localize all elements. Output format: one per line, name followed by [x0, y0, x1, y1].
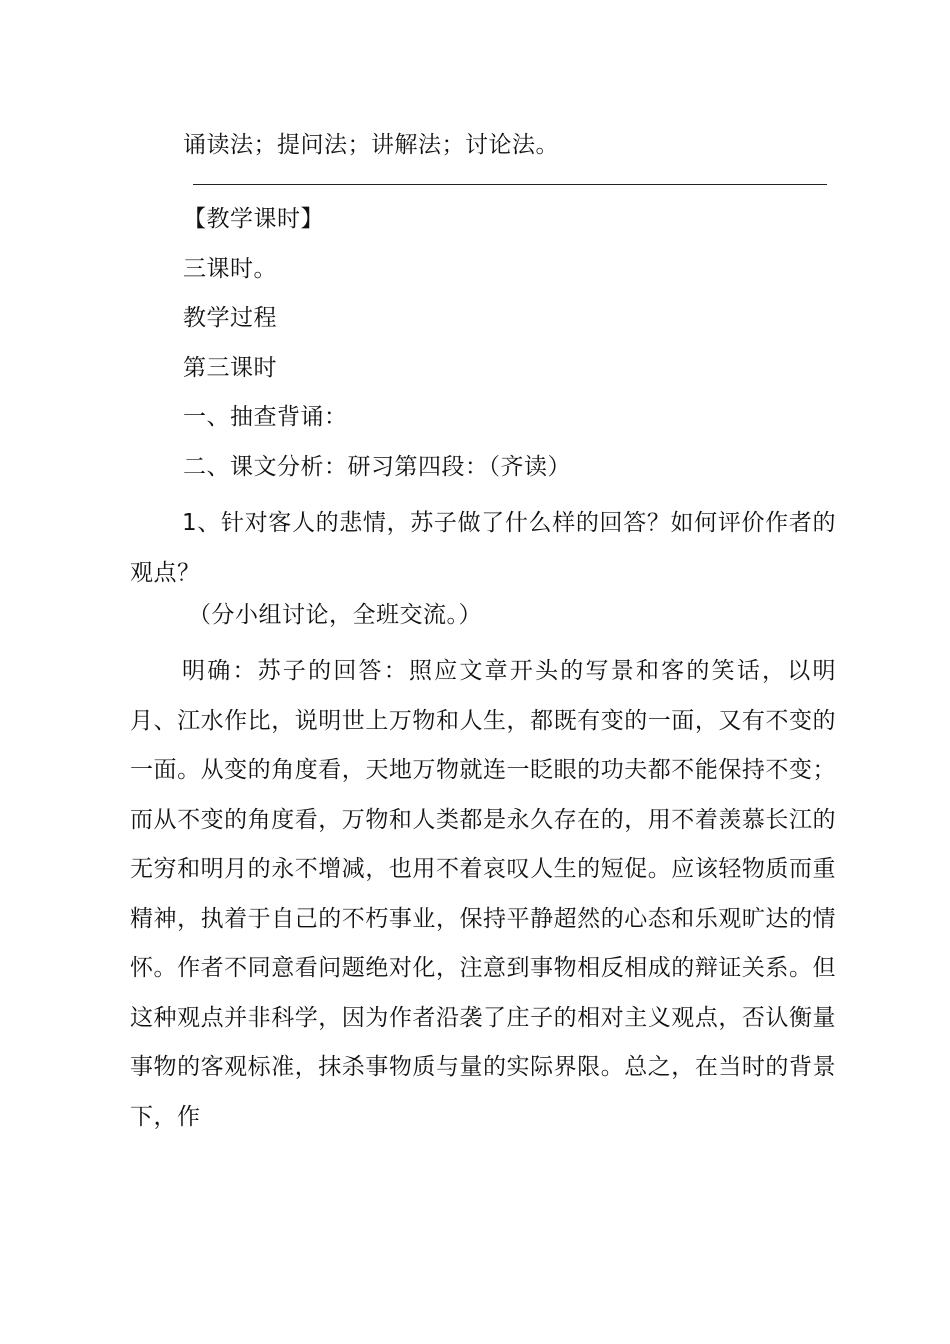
group-discussion-note: （分小组讨论，全班交流。） [188, 602, 482, 628]
teaching-methods-line: 诵读法；提问法；讲解法；讨论法。 [183, 132, 559, 158]
section-one-heading: 一、抽查背诵： [183, 404, 348, 430]
class-hours-heading: 【教学课时】 [183, 206, 324, 232]
section-two-heading: 二、课文分析：研习第四段：（齐读） [183, 454, 571, 480]
answer-paragraph: 明确：苏子的回答：照应文章开头的写景和客的笑话，以明月、江水作比，说明世上万物和人生，都既有变的一面，又有不变的一面。从变的角度看，天地万物就连一眨眼的功夫都不能保持不变；而从不变的角度看，万物和人类都是永久存在的，用不着羡慕长江的无穷和明月的永不增减，也用不着哀叹人生的短促。应该轻物质而重精神，执着于自己的不朽事业，保持平静超然的心态和乐观旷达的情怀。作者不同意看问题绝对化，注意到事物相反相成的辩证关系。但这种观点并非科学，因为作者沿袭了庄子的相对主义观点，否认衡量事物的客观标准，抹杀事物质与量的实际界限。总之，在当时的背景下，作 [130, 658, 836, 1130]
horizontal-divider [193, 184, 827, 185]
teaching-process-heading: 教学过程 [183, 305, 277, 331]
third-lesson-heading: 第三课时 [183, 355, 277, 381]
class-hours-value: 三课时。 [183, 256, 277, 282]
question-one-paragraph: 1、针对客人的悲情，苏子做了什么样的回答？如何评价作者的观点？ [130, 510, 836, 586]
